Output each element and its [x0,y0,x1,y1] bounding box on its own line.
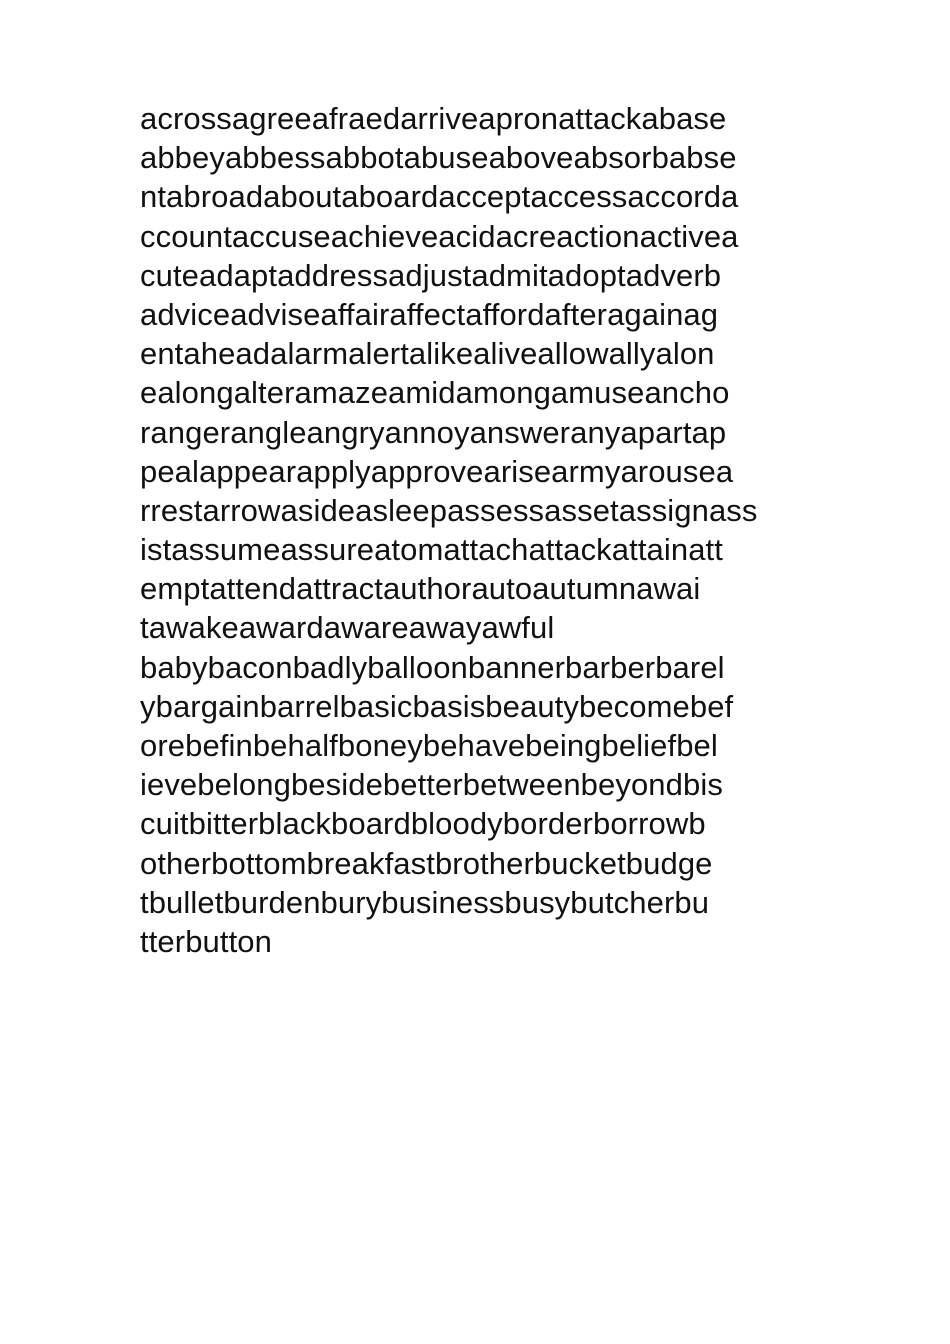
body-text [140,99,830,961]
text-line: cuitbitterblackboardbloodyborderborrowb [140,806,706,842]
text-line: ealongalteramazeamidamongamuseancho [140,375,730,411]
text-line: otherbottombreakfastbrotherbucketbudge [140,845,713,881]
text-line: cuteadaptaddressadjustadmitadoptadverb [140,257,722,293]
text-line: babybaconbadlyballoonbannerbarberbarel [140,649,725,685]
text-line: rrestarrowasideasleepassessassetassignass [140,492,758,528]
text-line: pealappearapplyapprovearisearmyarousea [140,453,734,489]
text-line: ntabroadaboutaboardacceptaccessaccorda [140,179,739,215]
text-line: orebefinbehalfboneybehavebeingbeliefbel [140,728,718,763]
text-line: ievebelongbesidebetterbetweenbeyondbis [140,767,723,803]
text-line: tterbutton [140,923,272,959]
text-line: istassumeassureatomattachattackattainatt [140,532,723,568]
text-line: tbulletburdenburybusinessbusybutcherbu [140,884,710,920]
text-line: ybargainbarrelbasicbasisbeautybecomebef [140,688,734,724]
text-line: adviceadviseaffairaffectaffordafteragainag [140,296,719,332]
text-line: entaheadalarmalertalikealiveallowallyalon [140,336,715,372]
text-line: acrossagreeafraedarriveapronattackabase [140,101,727,136]
text-line: ccountaccuseachieveacidacreactionactivea [140,218,739,254]
text-line: rangerangleangryannoyansweranyapartap [140,414,727,450]
text-line: tawakeawardawareawayawful [140,610,555,646]
text-line: emptattendattractauthorautoautumnawai [140,571,701,607]
text-line: abbeyabbessabbotabuseaboveabsorbabse [140,140,737,176]
